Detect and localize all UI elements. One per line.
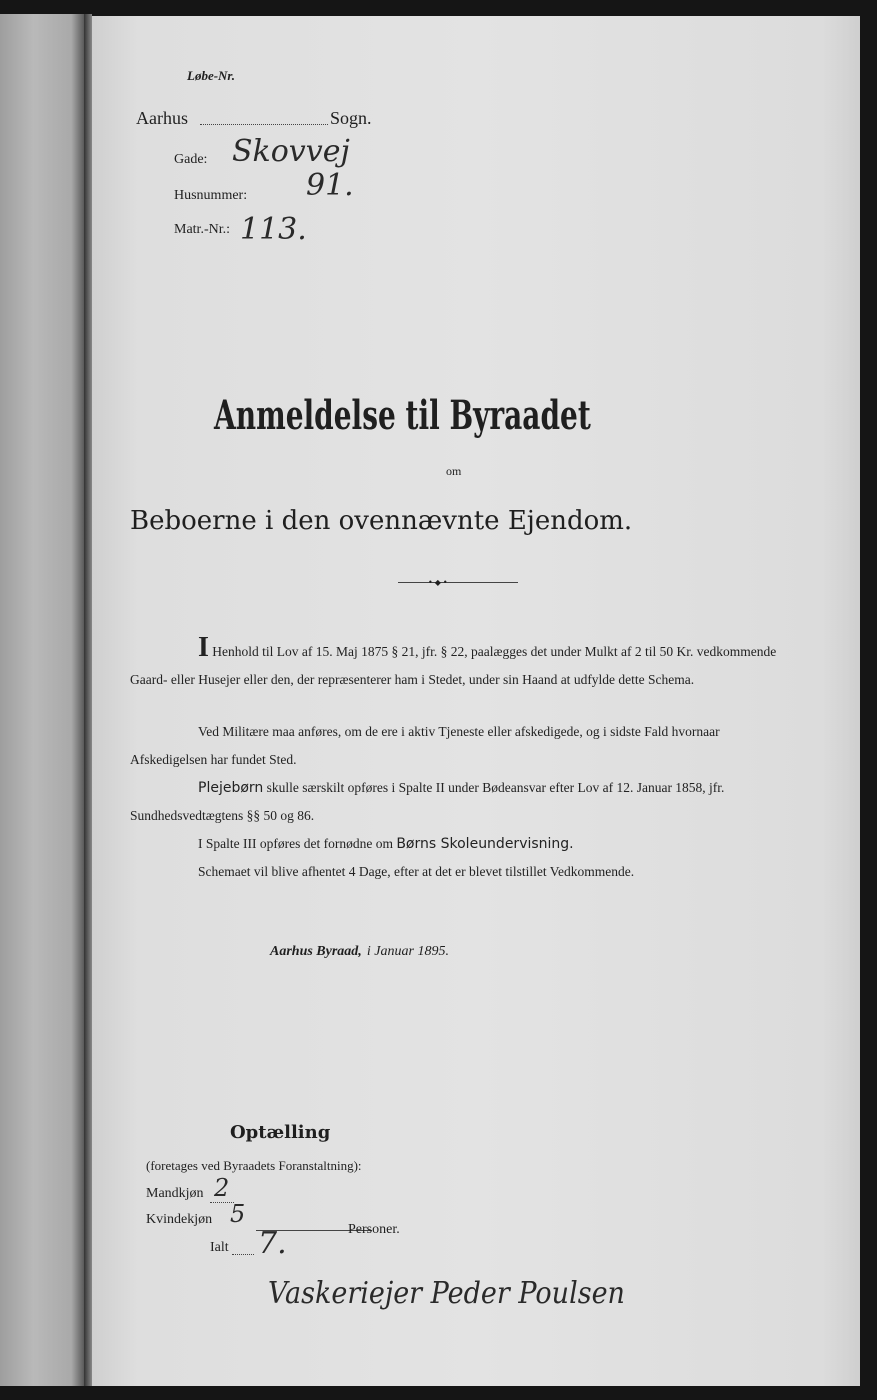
signed-by: Aarhus Byraad, xyxy=(270,944,362,959)
count-title: Optælling xyxy=(230,1122,331,1143)
skoleundervisning-emphasis: Børns Skoleundervisning. xyxy=(396,836,574,852)
title-connector: om xyxy=(446,464,462,478)
subtitle: Beboerne i den ovennævnte Ejendom. xyxy=(130,506,633,536)
paragraph-1-text: Henhold til Lov af 15. Maj 1875 § 21, jfr. § 22, paalægges det under Mulkt af 2 til 50 Kr. vedkommende Gaard- eller Husejer eller den, der repræsenterer ham i Stedet, under sin Haand at udfylde dette Schema. xyxy=(130,644,777,687)
ornament-divider: •◆• xyxy=(398,582,518,585)
main-title: Anmeldelse til Byraadet xyxy=(214,392,591,439)
paragraph-5 xyxy=(130,858,780,886)
ialt-label: Ialt xyxy=(210,1240,229,1255)
husnummer-value: 91. xyxy=(306,168,354,203)
sogn-label: Sogn. xyxy=(330,108,372,128)
mandkjon-label: Mandkjøn xyxy=(146,1186,204,1201)
owner-signature: Vaskeriejer Peder Poulsen xyxy=(268,1276,625,1311)
matr-label: Matr.-Nr.: xyxy=(174,222,230,237)
mandkjon-value: 2 xyxy=(214,1174,230,1202)
gade-value: Skovvej xyxy=(232,134,350,169)
paragraph-5-text: Schemaet vil blive afhentet 4 Dage, efter at det er blevet tilstillet Vedkommende. xyxy=(198,864,635,879)
count-subtitle: (foretages ved Byraadets Foranstaltning): xyxy=(146,1158,362,1173)
husnummer-label: Husnummer: xyxy=(174,188,248,203)
paragraph-1 xyxy=(130,634,780,694)
signed-line xyxy=(270,940,449,960)
ialt-value: 7. xyxy=(258,1226,287,1261)
gade-label: Gade: xyxy=(174,152,208,167)
paragraph-3-text: skulle særskilt opføres i Spalte II under Bødeansvar efter Lov af 12. Januar 1858, jfr. Sundhedsvedtægtens §§ 50 og 86. xyxy=(130,780,725,823)
sogn-dotted-line xyxy=(200,124,328,125)
aarhus-label: Aarhus xyxy=(136,108,188,128)
personer-label: Personer. xyxy=(348,1222,400,1237)
plejeborn-emphasis: Plejebørn xyxy=(198,780,264,796)
signed-date: i Januar 1895. xyxy=(366,944,449,959)
book-spine xyxy=(84,14,92,1386)
paragraph-2 xyxy=(130,718,780,774)
kvindekjon-value: 5 xyxy=(230,1200,246,1228)
paragraph-4 xyxy=(130,830,780,858)
kvindekjon-label: Kvindekjøn xyxy=(146,1212,213,1227)
paragraph-3 xyxy=(130,774,780,830)
ialt-dotted-line xyxy=(232,1254,254,1255)
paragraph-1-initial: I xyxy=(198,632,209,663)
matr-value: 113. xyxy=(240,212,307,247)
left-page-edge xyxy=(0,14,84,1386)
paragraph-4-text: I Spalte III opføres det fornødne om xyxy=(198,836,393,851)
loebe-nr-label: Løbe-Nr. xyxy=(187,68,236,83)
document-page xyxy=(92,16,860,1386)
paragraph-2-text: Ved Militære maa anføres, om de ere i aktiv Tjeneste eller afskedigede, og i sidste Fald hvornaar Afskedigelsen har fundet Sted. xyxy=(130,724,720,767)
